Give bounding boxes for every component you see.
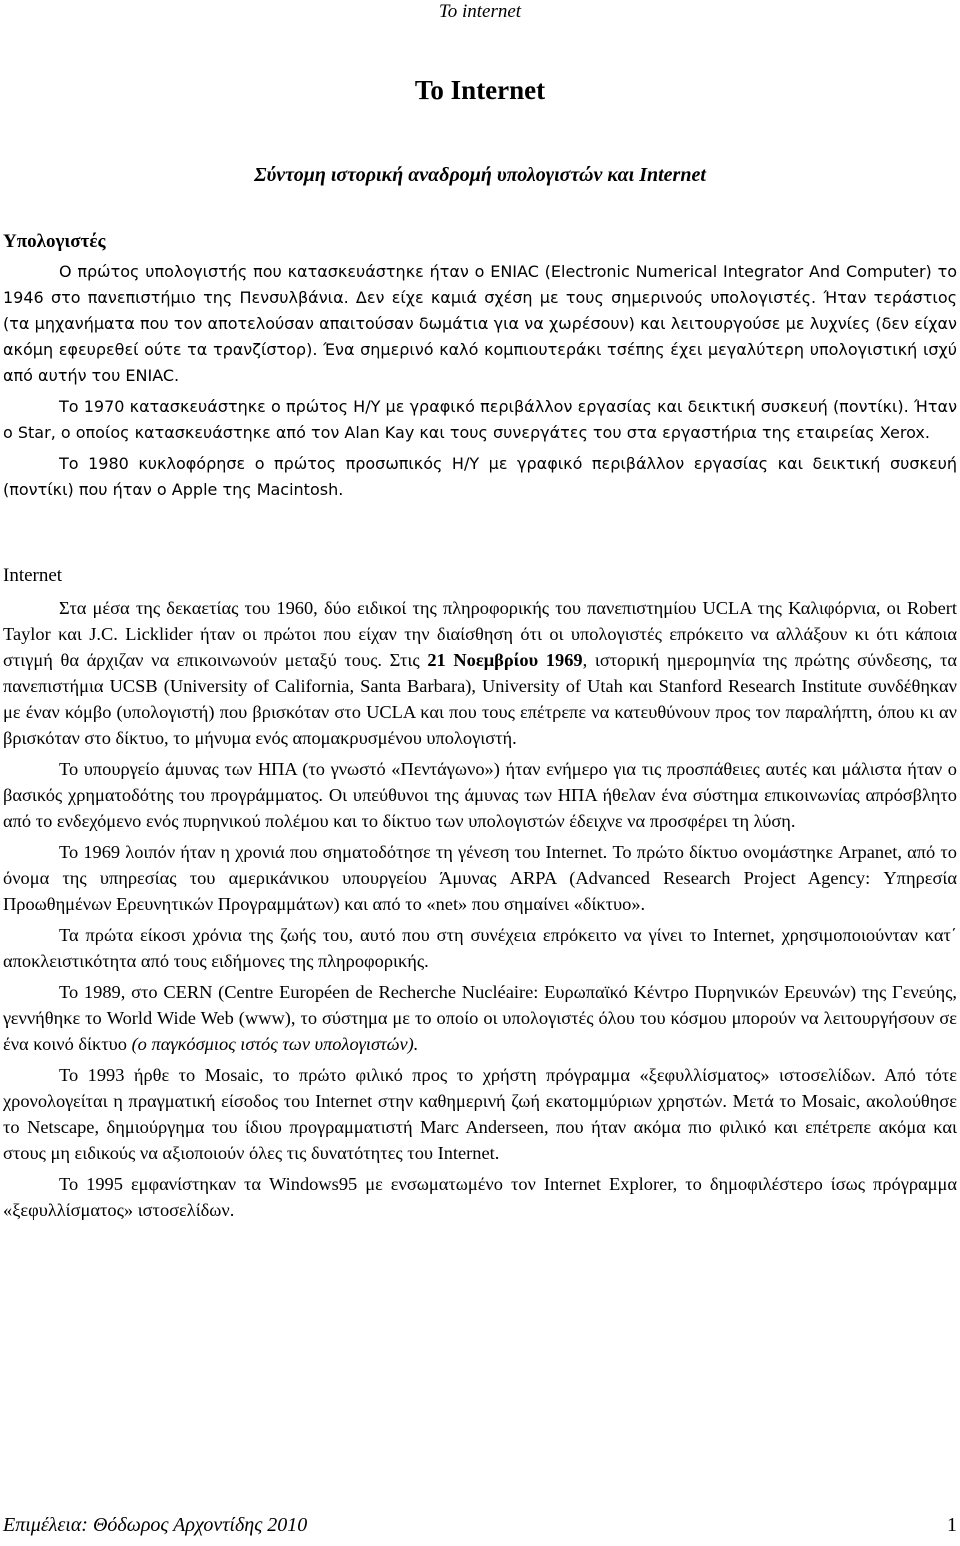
section-heading-computers: Υπολογιστές xyxy=(3,231,106,252)
paragraph-eniac: Ο πρώτος υπολογιστής που κατασκευάστηκε ήταν ο ENIAC (Electronic Numerical Integrator And Computer) το 1946 στο πανεπιστήμιο της Πενσυλβάνια. Δεν είχε καμιά σχέση με τους σημερινούς υπολογιστές. Ήταν τεράστιος (τα μηχανήματα που τον αποτελούσαν απαιτούσαν δωμάτια για να χωρέσουν) και λειτουργούσε με λυχνίες (δεν είχαν ακόμη εφευρεθεί ούτε τα τρανζίστορ). Ένα σημερινό καλό κομπιουτεράκι τσέπης έχει μεγαλύτερη υπολογιστική ισχύ από αυτήν του ENIAC. xyxy=(3,262,957,385)
section-computers-body xyxy=(3,259,957,508)
page-number: 1 xyxy=(947,1514,957,1536)
paragraph-xerox-star: Το 1970 κατασκευάστηκε ο πρώτος Η/Υ με γραφικό περιβάλλον εργασίας και δεικτική συσκευή (ποντίκι). Ήταν ο Star, ο οποίος κατασκευάστηκε από τον Alan Kay και τους συνεργάτες του στα εργαστήρια της εταιρείας Xerox. xyxy=(3,397,957,442)
paragraph-windows95: Το 1995 εμφανίστηκαν τα Windows95 με ενσωματωμένο τον Internet Explorer, το δημοφιλέστερο ίσως πρόγραμμα «ξεφυλλίσματος» ιστοσελίδων. xyxy=(3,1174,957,1220)
running-header: Το internet xyxy=(438,1,522,22)
document-subtitle: Σύντομη ιστορική αναδρομή υπολογιστών και Internet xyxy=(254,164,706,186)
paragraph-mosaic: Το 1993 ήρθε το Mosaic, το πρώτο φιλικό προς το χρήστη πρόγραμμα «ξεφυλλίσματος» ιστοσελίδων. Από τότε χρονολογείται η πραγματική είσοδος του Internet στην καθημερινή ζωή εκατομμύριων χρηστών. Μετά το Mosaic, ακολούθησε το Netscape, δημιούργημα του ίδιου προγραμματιστή Marc Anderseen, που ήταν ακόμα πιο φιλικό και επέτρεπε ακόμα και στους μη ειδικούς να αξιοποιούν όλες τις δυνατότητες του Internet. xyxy=(3,1065,957,1163)
paragraph-cern-www xyxy=(3,979,957,1057)
paragraph-arpanet: Το 1969 λοιπόν ήταν η χρονιά που σηματοδότησε τη γένεση του Internet. Το πρώτο δίκτυο ονομάστηκε Arpanet, από το όνομα της υπηρεσίας του αμερικάνικου υπουργείου Άμυνας ARPA (Advanced Research Project Agency: Υπηρεσία Προωθημένων Ερευνητικών Προγραμμάτων) και από το «net» που σημαίνει «δίκτυο». xyxy=(3,842,957,914)
italic-note: (ο παγκόσμιος ιστός των υπολογιστών). xyxy=(131,1034,419,1054)
paragraph-ucla-origins xyxy=(3,595,957,751)
paragraph-text: Το 1989, στο CERN (Centre Européen de Recherche Nucléaire: Ευρωπαϊκό Κέντρο Πυρηνικών Ερευνών) της Γενεύης, γεννήθηκε το World Wide Web (www), το σύστημα με το οποίο οι υπολογιστές όλου του κόσμου μπορούν να λειτουργήσουν σε ένα κοινό δίκτυο xyxy=(3,982,957,1054)
paragraph-text: , ιστορική ημερομηνία της πρώτης σύνδεσης, τα πανεπιστήμια UCSB (University of California, Santa Barbara), University of Utah και Stanford Research Institute συνδέθηκαν με έναν κόμβο (υπολογιστή) που βρισκόταν στο UCLA και που τους επέτρεπε να κατευθύνουν προς τον παραλήπτη, όπου κι αν βρισκόταν στο δίκτυο, το μήνυμα ενός απομακρυσμένου υπολογιστή. xyxy=(3,650,957,748)
paragraph-text: Στα μέσα της δεκαετίας του 1960, δύο ειδικοί της πληροφορικής του πανεπιστημίου UCLA της Καλιφόρνια, οι Robert Taylor και J.C. Licklider ήταν οι πρώτοι που είχαν την διαίσθηση ότι οι υπολογιστές επρόκειτο να αλλάξουν κι ότι κάποια στιγμή θα άρχιζαν να επικοινωνούν μεταξύ τους. Στις xyxy=(3,598,957,670)
paragraph-first-twenty-years: Τα πρώτα είκοσι χρόνια της ζωής του, αυτό που στη συνέχεια επρόκειτο να γίνει το Internet, χρησιμοποιούνταν κατ΄ αποκλειστικότητα από τους ειδήμονες της πληροφορικής. xyxy=(3,925,957,971)
highlighted-date: 21 Νοεμβρίου 1969 xyxy=(427,650,583,670)
page-footer xyxy=(3,1513,957,1537)
section-internet-body xyxy=(3,595,957,1228)
paragraph-pentagon: Το υπουργείο άμυνας των ΗΠΑ (το γνωστό «Πεντάγωνο») ήταν ενήμερο για τις προσπάθειες αυτές και μάλιστα ήταν ο βασικός χρηματοδότης του προγράμματος. Οι υπεύθυνοι της άμυνας των ΗΠΑ ήθελαν ένα σύστημα επικοινωνίας απρόσβλητο από το ενδεχόμενο ενός πυρηνικού πολέμου και το δίκτυο των υπολογιστών έδειχνε να προσφέρει τη λύση. xyxy=(3,759,957,831)
document-title: Το Internet xyxy=(414,75,546,105)
section-heading-internet: Internet xyxy=(3,565,63,586)
paragraph-apple-macintosh: Το 1980 κυκλοφόρησε ο πρώτος προσωπικός Η/Υ με γραφικό περιβάλλον εργασίας και δεικτική συσκευή (ποντίκι) που ήταν ο Apple της Macintosh. xyxy=(3,454,957,499)
footer-credit: Επιμέλεια: Θόδωρος Αρχοντίδης 2010 xyxy=(3,1514,308,1536)
